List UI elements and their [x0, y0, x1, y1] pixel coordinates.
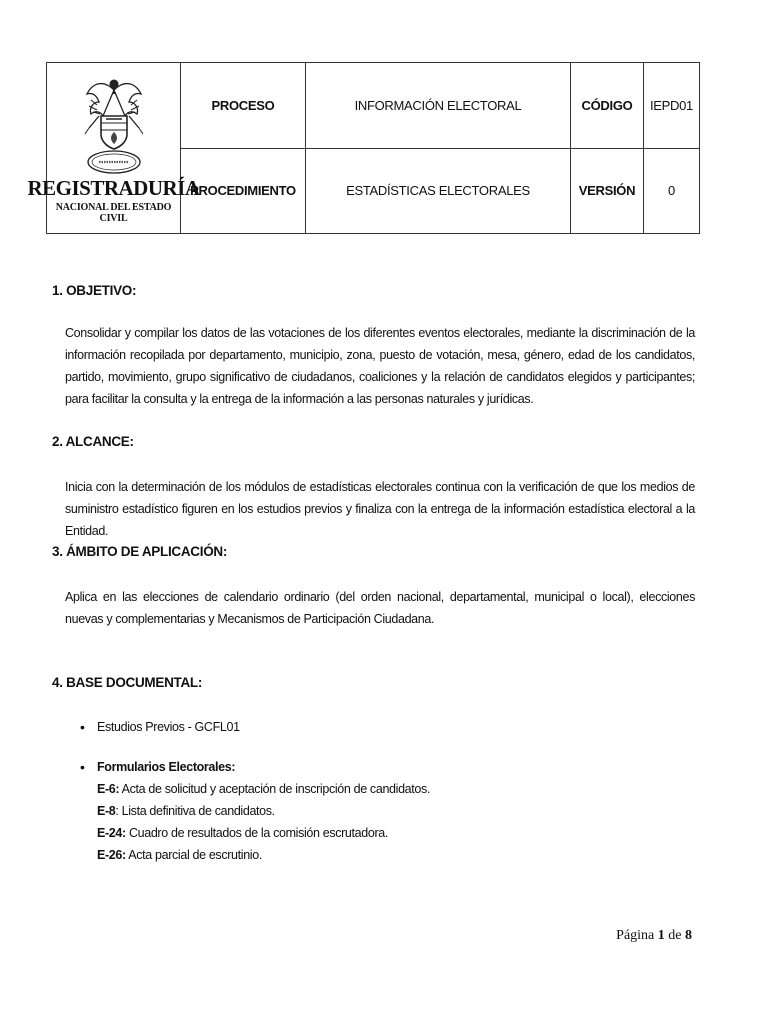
form-desc: Acta de solicitud y aceptación de inscripción de candidatos.: [121, 782, 431, 796]
alcance-text: Inicia con la determinación de los módulos de estadísticas electorales continua con la verificación de que los medios de suministro estadístico figuren en los estudios previos y finaliza con la entrega de la información estadística electoral a la Entidad.: [65, 480, 695, 538]
form-desc: : Lista definitiva de candidatos.: [115, 804, 275, 818]
form-entry: [97, 844, 430, 866]
logo-subtitle: NACIONAL DEL ESTADO CIVIL: [55, 202, 172, 224]
form-code: E-8: [97, 804, 116, 818]
estudios-previos-item: Estudios Previos - GCFL01: [97, 720, 240, 734]
base-documental-list: [80, 716, 680, 866]
page-middle: de: [668, 928, 682, 943]
form-entry: [97, 822, 430, 844]
list-item: [80, 716, 680, 738]
form-desc: Acta parcial de escrutinio.: [128, 848, 262, 862]
ambito-text: Aplica en las elecciones de calendario ordinario (del orden nacional, departamental, municipal o local), elecciones nuevas y complementarias y Mecanismos de Participación Ciudadana.: [65, 590, 695, 626]
page-current: 1: [657, 928, 665, 943]
version-label: VERSIÓN: [571, 148, 644, 234]
alcance-heading: 2. ALCANCE:: [52, 434, 134, 449]
process-label: PROCESO: [181, 63, 306, 149]
coat-of-arms-icon: [79, 72, 149, 176]
base-documental-heading: 4. BASE DOCUMENTAL:: [52, 675, 203, 690]
form-entry: [97, 800, 430, 822]
page-total: 8: [685, 928, 692, 943]
page-prefix: Página: [616, 928, 655, 943]
procedure-label: PROCEDIMIENTO: [181, 148, 306, 234]
objetivo-heading: 1. OBJETIVO:: [52, 283, 137, 298]
page-number: [616, 928, 692, 944]
registraduria-logo: [27, 72, 200, 224]
form-code: E-26:: [97, 848, 126, 862]
ambito-heading: 3. ÁMBITO DE APLICACIÓN:: [52, 544, 228, 559]
bullet-icon: •: [80, 719, 85, 735]
logo-cell: [27, 63, 200, 234]
form-entry: [97, 778, 430, 800]
version-value: 0: [644, 148, 700, 234]
process-value: INFORMACIÓN ELECTORAL: [306, 63, 571, 149]
logo-title: REGISTRADURÍA: [27, 176, 200, 200]
procedure-value: ESTADÍSTICAS ELECTORALES: [306, 148, 571, 234]
code-value: IEPD01: [644, 63, 700, 149]
document-header-table: [27, 62, 700, 234]
form-code: E-24:: [97, 826, 126, 840]
form-code: E-6:: [97, 782, 120, 796]
formularios-title: Formularios Electorales:: [97, 760, 236, 774]
bullet-icon: •: [80, 759, 85, 775]
list-item: [80, 756, 680, 866]
code-label: CÓDIGO: [571, 63, 644, 149]
formularios-item: [97, 756, 430, 866]
form-desc: Cuadro de resultados de la comisión escrutadora.: [128, 826, 389, 840]
objetivo-text: Consolidar y compilar los datos de las votaciones de los diferentes eventos electorales, mediante la discriminación de la información recopilada por departamento, municipio, zona, puesto de votación, mesa, género, edad de los candidatos, partido, movimiento, grupo significativo de ciudadanos, coaliciones y la relación de candidatos elegidos y participantes; para facilitar la consulta y la entrega de la información a las personas naturales y jurídicas.: [65, 326, 695, 406]
